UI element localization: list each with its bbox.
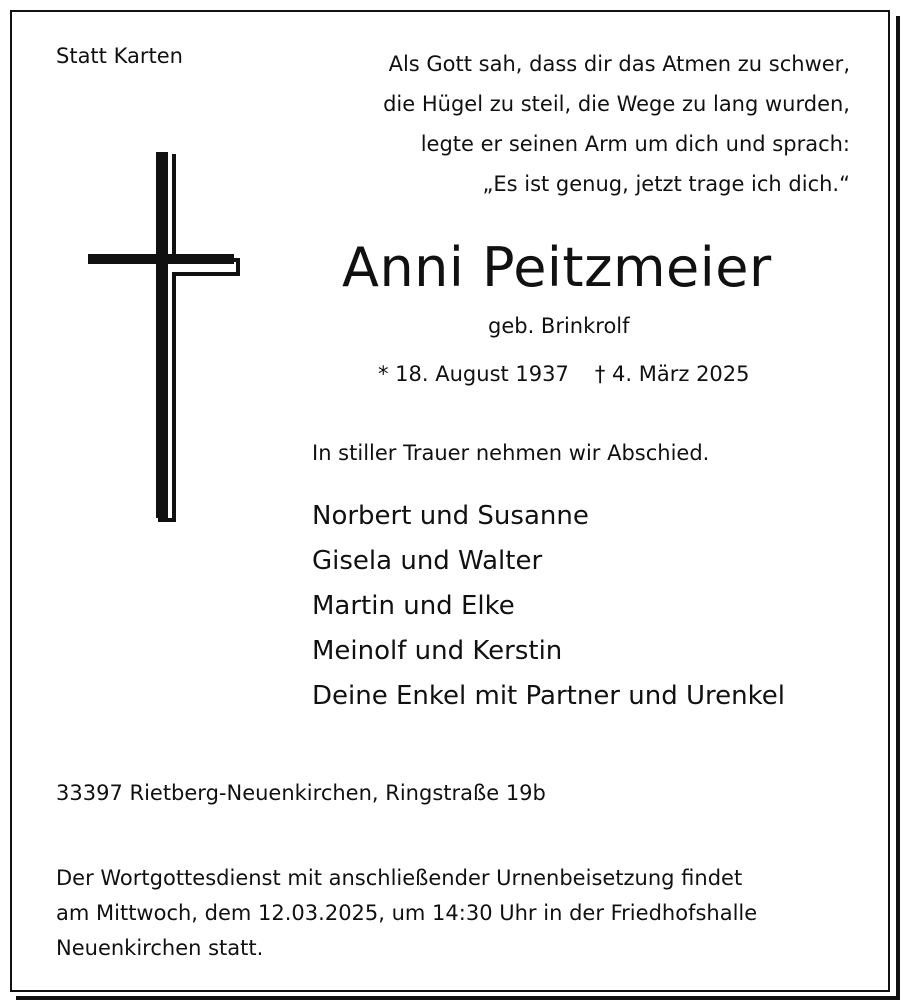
service-line: am Mittwoch, dem 12.03.2025, um 14:30 Uhr in der Friedhofshalle <box>56 901 758 925</box>
deceased-name: Anni Peitzmeier <box>342 236 772 299</box>
life-dates <box>378 362 776 386</box>
service-line: Neuenkirchen statt. <box>56 936 264 960</box>
statt-karten-label: Statt Karten <box>56 44 183 68</box>
birth-name: geb. Brinkrolf <box>488 314 630 338</box>
cross-icon <box>88 152 240 524</box>
death-date: † 4. März 2025 <box>594 362 750 386</box>
service-line: Der Wortgottesdienst mit anschließender Urnenbeisetzung findet <box>56 866 743 890</box>
service-info <box>56 861 757 966</box>
birth-date: * 18. August 1937 <box>378 362 569 386</box>
poem-line: die Hügel zu steil, die Wege zu lang wurden, <box>383 92 850 116</box>
family-member: Gisela und Walter <box>312 546 543 576</box>
family-member: Norbert und Susanne <box>312 501 589 531</box>
address: 33397 Rietberg-Neuenkirchen, Ringstraße 19b <box>56 781 546 805</box>
poem <box>383 44 850 204</box>
family-list <box>312 494 785 719</box>
poem-line: „Es ist genug, jetzt trage ich dich.“ <box>482 172 850 196</box>
family-member: Martin und Elke <box>312 591 515 621</box>
poem-line: legte er seinen Arm um dich und sprach: <box>420 132 850 156</box>
family-member: Deine Enkel mit Partner und Urenkel <box>312 681 785 711</box>
poem-line: Als Gott sah, dass dir das Atmen zu schwer, <box>388 52 850 76</box>
family-member: Meinolf und Kerstin <box>312 636 563 666</box>
mourning-intro: In stiller Trauer nehmen wir Abschied. <box>312 441 710 465</box>
